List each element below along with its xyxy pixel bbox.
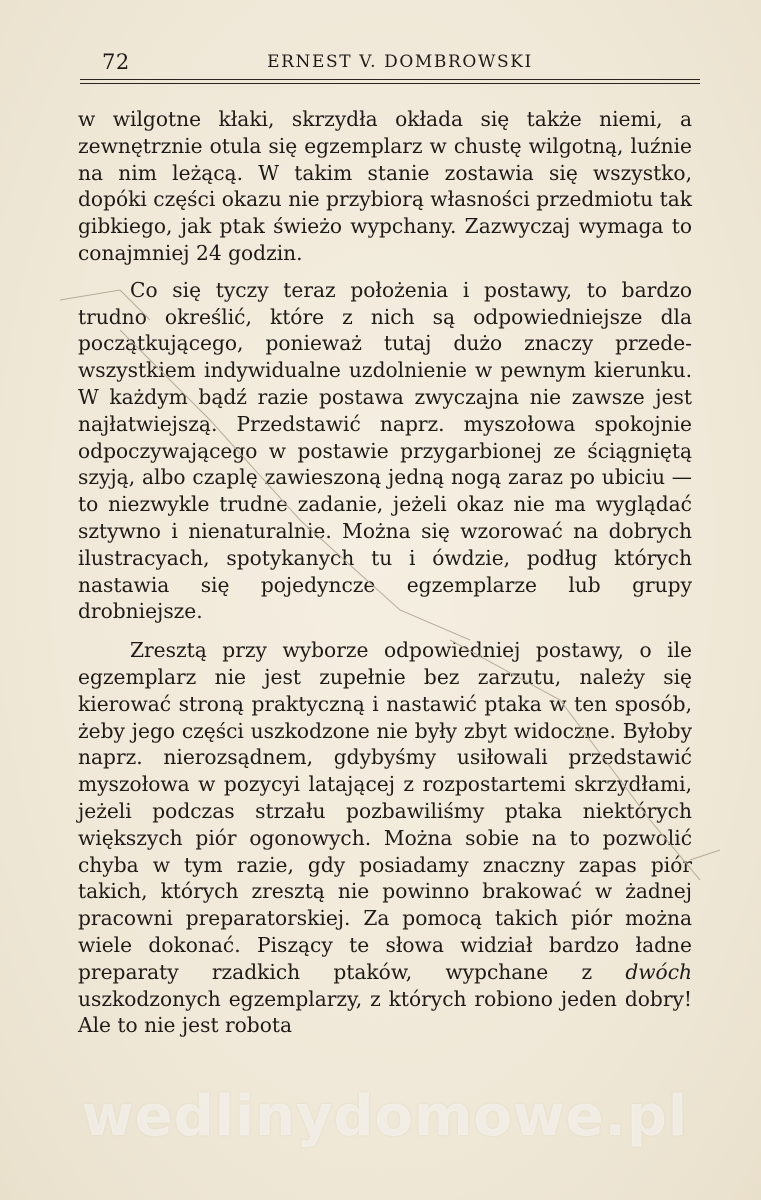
page-number: 72 xyxy=(102,50,130,74)
header-rule-top xyxy=(80,79,700,80)
page-header xyxy=(80,48,700,78)
paragraph-2: Co się tyczy teraz położenia i postawy, to bardzo trudno określić, które z nich są odpowiedniejsze dla początkującego, ponieważ tutaj dużo znaczy przedewszystkiem indywidualne uzdolnienie w pewnym kierunku. W każdym bądź razie postawa zwyczajna nie zawsze jest najłatwiejszą. Przedstawić naprz. myszołowa spokojnie odpoczywającego w postawie przygarbionej ze ściągniętą szyją, albo czaplę zawieszoną jedną nogą zaraz po ubiciu — to niezwykle trudne zadanie, jeżeli okaz nie ma wyglądać sztywno i nienaturalnie. Można się wzorować na dobrych ilustracyach, spotykanych tu i ówdzie, podług których nastawia się pojedyncze egzemplarze lub grupy drobniejsze. xyxy=(78,277,692,624)
header-rule-bottom xyxy=(80,83,700,84)
paragraph-3-text-b: uszkodzonych egzemplarzy, z których robiono jeden dobry! Ale to nie jest robota xyxy=(78,986,692,1038)
paragraph-1: w wilgotne kłaki, skrzydła okłada się także niemi, a zewnętrznie otula się egzemplarz w chustę wilgotną, luźnie na nim leżącą. W takim stanie zostawia się wszystko, dopóki części okazu nie przybiorą własności przedmiotu tak gibkiego, jak ptak świeżo wypchany. Zazwyczaj wymaga to conajmniej 24 godzin. xyxy=(78,107,692,265)
paragraph-3 xyxy=(78,637,692,1039)
paragraph-3-text-a: Zresztą przy wyborze odpowiedniej postawy, o ile egzemplarz nie jest zupełnie bez zarzutu, należy się kierować stroną praktyczną i nastawić ptaka w ten sposób, żeby jego części uszkodzone nie były zbyt widoczne. Byłoby naprz. nierozsądnem, gdybyśmy usiłowali przedstawić myszołowa w pozycyi latającej z rozpostartemi skrzydłami, jeżeli podczas strzału pozbawiliśmy ptaka niektórych większych piór ogonowych. Można sobie na to pozwolić chyba w tym razie, gdy posiadamy znaczny zapas piór takich, których zresztą nie powinno brakować w żadnej pracowni preparatorskiej. Za pomocą takich piór można wiele dokonać. Piszący te słowa widział bardzo ładne preparaty rzadkich ptaków, wypchane z xyxy=(78,638,692,984)
body-text xyxy=(78,106,692,1039)
paragraph-3-italic: dwóch xyxy=(625,959,693,984)
running-head: ERNEST V. DOMBROWSKI xyxy=(267,52,533,72)
watermark: wedlinydomowe.pl xyxy=(81,1084,689,1149)
